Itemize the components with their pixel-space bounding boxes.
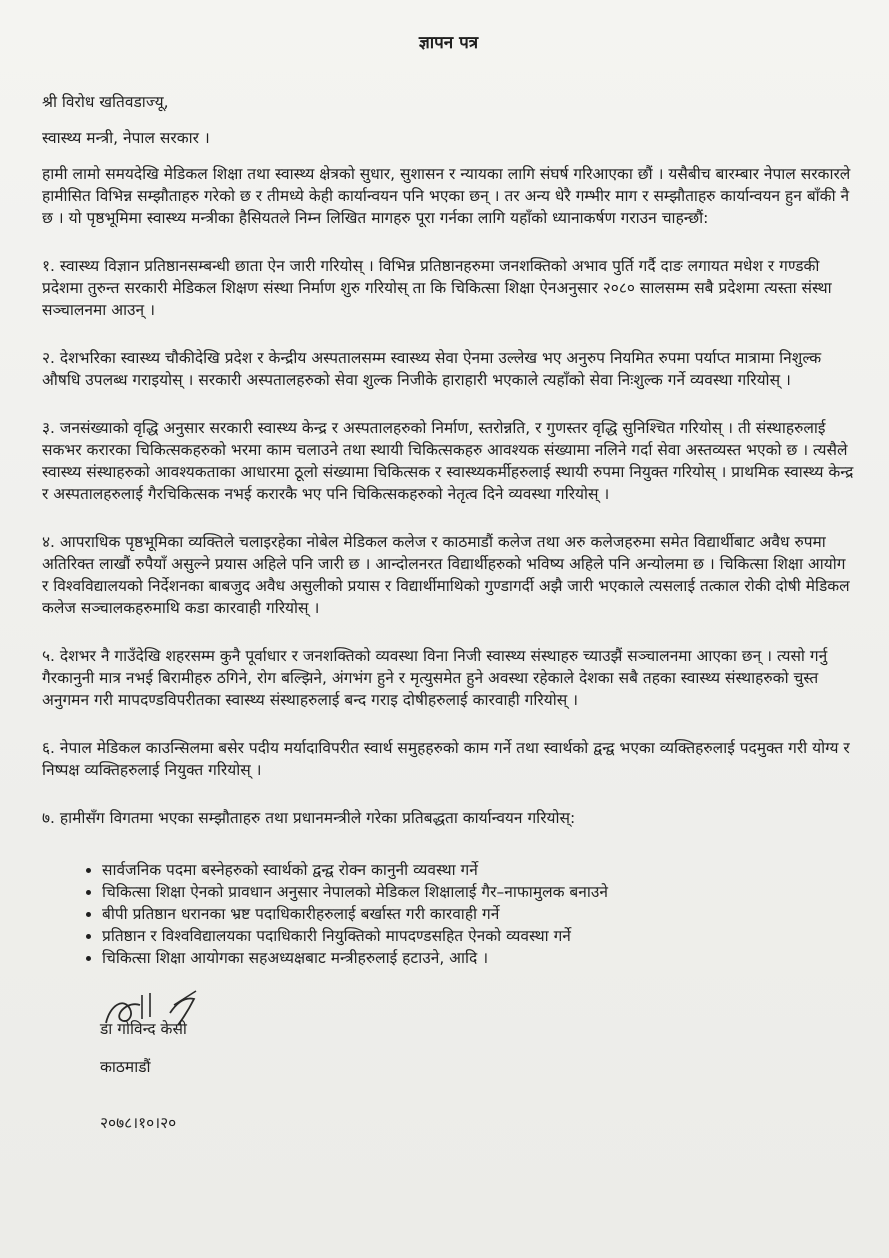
list-item: • चिकित्सा शिक्षा ऐनको प्रावधान अनुसार नेपालको मेडिकल शिक्षालाई गैर–नाफामुलक बनाउने bbox=[102, 881, 855, 903]
demand-point-4: ४. आपराधिक पृष्ठभूमिका व्यक्तिले चलाइरहेका नोबेल मेडिकल कलेज र काठमाडौं कलेज तथा अरु कलेजहरुमा समेत विद्यार्थीबाट अवैध रुपमा अतिरिक्त लाखौं रुपैयाँ असुल्ने प्रयास अहिले पनि जारी छ । आन्दोलनरत विद्यार्थीहरुको भविष्य अहिले पनि अन्योलमा छ । चिकित्सा शिक्षा आयोग र विश्वविद्यालयको निर्देशनका बाबजुद अवैध असुलीको प्रयास र विद्यार्थीमाथिको गुण्डागर्दी अझै जारी भएकाले त्यसलाई तत्काल रोकी दोषी मेडिकल कलेज सञ्चालकहरुमाथि कडा कारवाही गरियोस् । bbox=[42, 533, 850, 617]
demand-point-5: ५. देशभर नै गाउँदेखि शहरसम्म कुनै पूर्वाधार र जनशक्तिको व्यवस्था विना निजी स्वास्थ्य संस्थाहरु च्याउझैं सञ्चालनमा आएका छन् । त्यसो गर्नु गैरकानुनी मात्र नभई बिरामीहरु ठगिने, रोग बल्झिने, अंगभंग हुने र मृत्युसमेत हुने अवस्था रहेकाले देशका सबै तहका स्वास्थ्य संस्थाहरुको चुस्त अनुगमन गरी मापदण्डविपरीतका स्वास्थ्य संस्थाहरुलाई बन्द गराइ दोषीहरुलाई कारवाही गरियोस् । bbox=[42, 647, 828, 709]
demand-point-2: २. देशभरिका स्वास्थ्य चौकीदेखि प्रदेश र केन्द्रीय अस्पतालसम्म स्वास्थ्य सेवा ऐनमा उल्लेख भए अनुरुप नियमित रुपमा पर्याप्त मात्रामा निशुल्क औषधि उपलब्ध गराइयोस् । सरकारी अस्पतालहरुको सेवा शुल्क निजीके हाराहारी भएकाले त्यहाँको सेवा निःशुल्क गर्ने व्यवस्था गरियोस् । bbox=[42, 349, 822, 389]
addressee-name: श्री विरोध खतिवडाज्यू, bbox=[42, 93, 169, 111]
demand-point-1: १. स्वास्थ्य विज्ञान प्रतिष्ठानसम्बन्धी छाता ऐन जारी गरियोस् । विभिन्न प्रतिष्ठानहरुमा जनशक्तिको अभाव पुर्ति गर्दै दाङ लगायत मधेश र गण्डकी प्रदेशमा तुरुन्त सरकारी मेडिकल शिक्षण संस्था निर्माण शुरु गरियोस् ता कि चिकित्सा शिक्षा ऐनअनुसार २०८० सालसम्म सबै प्रदेशमा त्यस्ता संस्था सञ्चालनमा आउन् । bbox=[42, 257, 832, 319]
demand-point-6: ६. नेपाल मेडिकल काउन्सिलमा बसेर पदीय मर्यादाविपरीत स्वार्थ समुहहरुको काम गर्ने तथा स्वार्थको द्वन्द्व भएका व्यक्तिहरुलाई पदमुक्त गरी योग्य र निष्पक्ष व्यक्तिहरुलाई नियुक्त गरियोस् । bbox=[42, 739, 850, 779]
list-item: • प्रतिष्ठान र विश्वविद्यालयका पदाधिकारी नियुक्तिको मापदण्डसहित ऐनको व्यवस्था गर्ने bbox=[102, 925, 855, 947]
place-line: काठमाडौं bbox=[100, 1058, 151, 1076]
signature-block bbox=[100, 983, 855, 1041]
demand-point-7: ७. हामीसँग विगतमा भएका सम्झौताहरु तथा प्रधानमन्त्रीले गरेका प्रतिबद्धता कार्यान्वयन गरियोस्: bbox=[42, 809, 576, 827]
document-title: ज्ञापन पत्र bbox=[418, 33, 479, 53]
signatory-name: डा गोविन्द केसी bbox=[100, 1020, 187, 1038]
agreement-bullet-list bbox=[42, 859, 855, 969]
demand-point-3: ३. जनसंख्याको वृद्धि अनुसार सरकारी स्वास्थ्य केन्द्र र अस्पतालहरुको निर्माण, स्तरोन्नति, र गुणस्तर वृद्धि सुनिश्चित गरियोस् । ती संस्थाहरुलाई सकभर करारका चिकित्सकहरुको भरमा काम चलाउने तथा स्थायी चिकित्सकहरु आवश्यक संख्यामा नलिने गर्दा सेवा अस्तव्यस्त भएको छ । त्यसैले स्वास्थ्य संस्थाहरुको आवश्यकताका आधारमा ठूलो संख्यामा चिकित्सक र स्वास्थ्यकर्मीहरुलाई स्थायी रुपमा नियुक्त गरियोस् । प्राथमिक स्वास्थ्य केन्द्र र अस्पतालहरुलाई गैरचिकित्सक नभई करारकै भए पनि चिकित्सकहरुको नेतृत्व दिने व्यवस्था गरियोस् । bbox=[42, 419, 854, 503]
addressee-block bbox=[42, 91, 855, 149]
list-item: • बीपी प्रतिष्ठान धरानका भ्रष्ट पदाधिकारीहरुलाई बर्खास्त गरी कारवाही गर्ने bbox=[102, 903, 855, 925]
date-line: २०७८।१०।२० bbox=[100, 1114, 177, 1132]
list-item: • चिकित्सा शिक्षा आयोगका सहअध्यक्षबाट मन्त्रीहरुलाई हटाउने, आदि । bbox=[102, 947, 855, 969]
intro-paragraph: हामी लामो समयदेखि मेडिकल शिक्षा तथा स्वास्थ्य क्षेत्रको सुधार, सुशासन र न्यायका लागि संघर्ष गरिआएका छौं । यसैबीच बारम्बार नेपाल सरकारले हामीसित विभिन्न सम्झौताहरु गरेको छ र तीमध्ये केही कार्यान्वयन पनि भएका छन् । तर अन्य धेरै गम्भीर माग र सम्झौताहरु कार्यान्वयन हुन बाँकी नै छ । यो पृष्ठभूमिमा स्वास्थ्य मन्त्रीका हैसियतले निम्न लिखित मागहरु पूरा गर्नका लागि यहाँको ध्यानाकर्षण गराउन चाहन्छौं: bbox=[42, 165, 851, 227]
list-item: • सार्वजनिक पदमा बस्नेहरुको स्वार्थको द्वन्द्व रोक्न कानुनी व्यवस्था गर्ने bbox=[102, 859, 855, 881]
addressee-title: स्वास्थ्य मन्त्री, नेपाल सरकार । bbox=[42, 129, 210, 147]
